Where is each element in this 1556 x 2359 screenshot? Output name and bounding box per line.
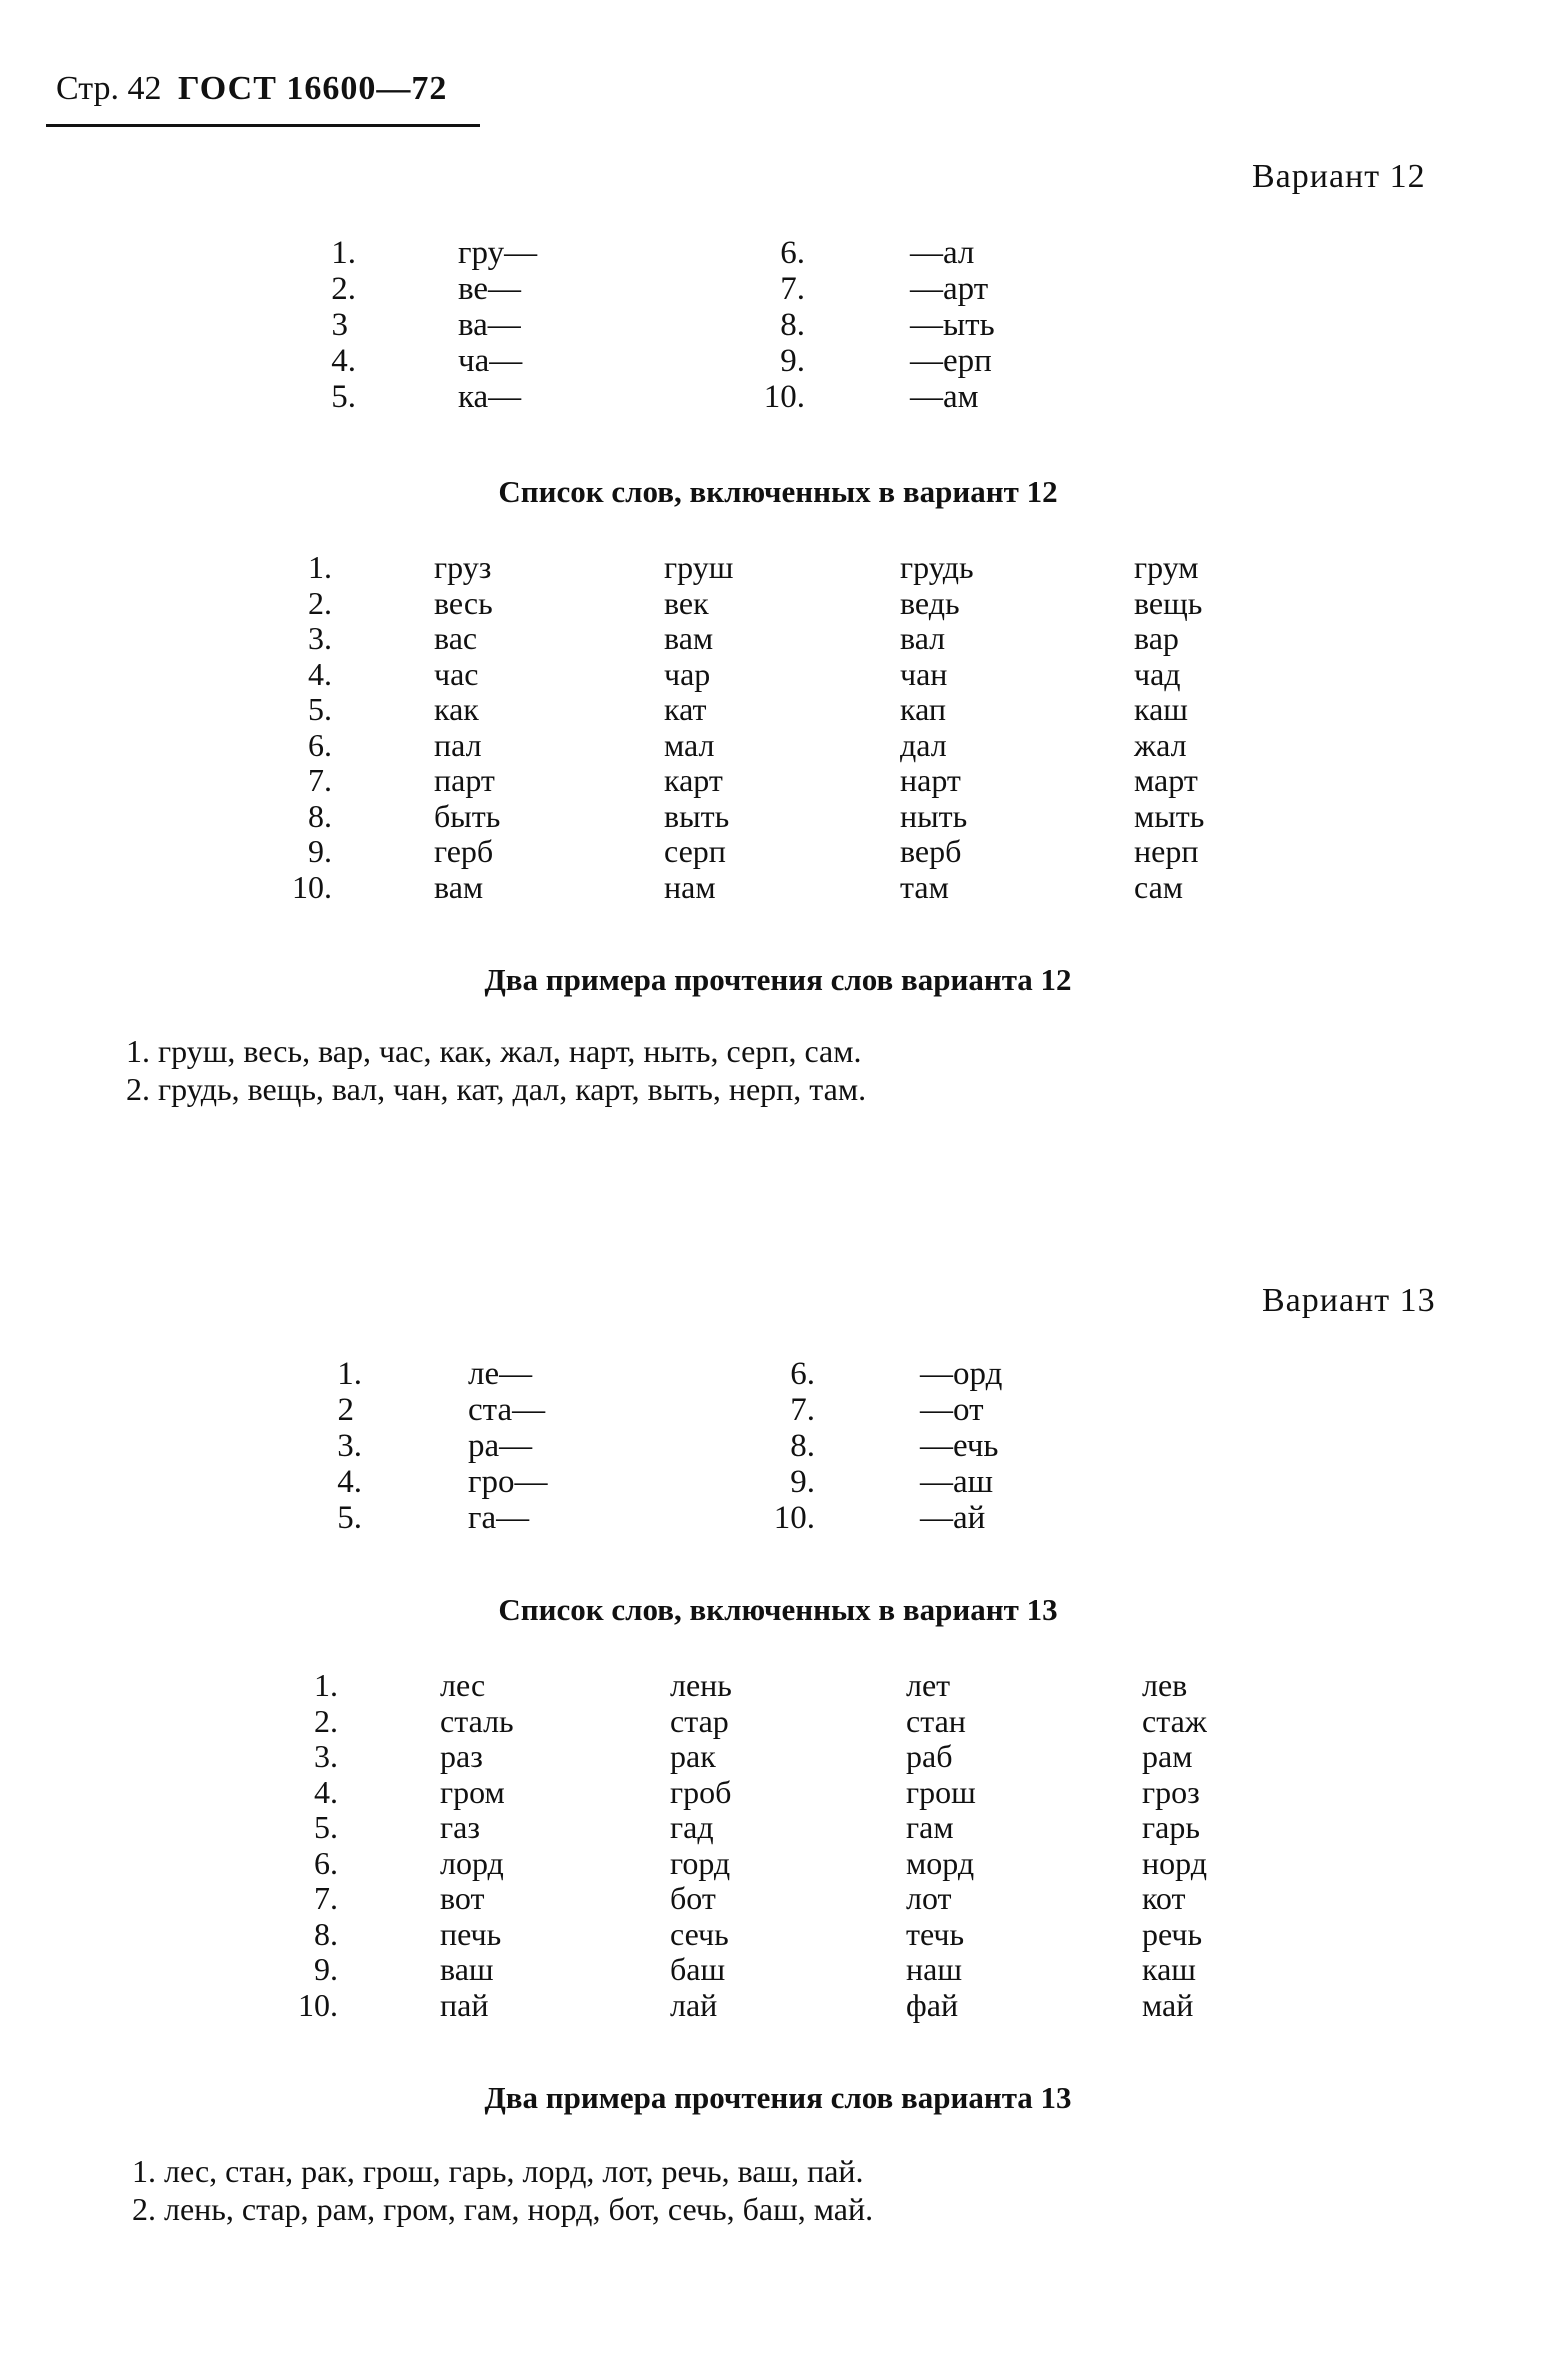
word-cell: мал xyxy=(664,726,715,763)
word-cell: вал xyxy=(900,620,946,656)
word-cell: течь xyxy=(906,1915,965,1952)
stem-number: 5. xyxy=(337,1500,362,1536)
word-cell: гарь xyxy=(1142,1809,1200,1845)
stem-suffix: —ал xyxy=(910,235,975,271)
stem-row xyxy=(0,1428,1556,1464)
word-cell: вам xyxy=(664,620,714,656)
standard-code: ГОСТ 16600—72 xyxy=(178,70,448,107)
example-line: 1. лес, стан, рак, грош, гарь, лорд, лот, речь, ваш, пай. xyxy=(132,2153,864,2189)
stem-suffix: —от xyxy=(920,1392,984,1428)
word-cell: стар xyxy=(670,1702,729,1739)
stem-number: 1. xyxy=(337,1356,362,1392)
stem-suffix: —ыть xyxy=(910,307,995,343)
word-cell: мыть xyxy=(1134,797,1205,834)
word-cell: грош xyxy=(906,1773,976,1810)
word-row xyxy=(0,1775,1556,1811)
row-number: 1. xyxy=(308,549,332,585)
word-cell: вар xyxy=(1134,620,1179,656)
word-cell: морд xyxy=(906,1844,975,1881)
word-cell: стан xyxy=(906,1702,966,1739)
word-row xyxy=(0,1917,1556,1953)
stem-number: 4. xyxy=(331,343,356,379)
word-cell: чад xyxy=(1134,655,1181,692)
stem-number: 8. xyxy=(790,1428,815,1464)
word-cell: герб xyxy=(434,833,494,869)
word-cell: вот xyxy=(440,1880,485,1916)
word-cell: лес xyxy=(440,1667,486,1703)
word-row xyxy=(0,1952,1556,1988)
stem-row xyxy=(0,235,1556,271)
stem-row xyxy=(0,379,1556,415)
word-cell: пал xyxy=(434,726,482,763)
word-cell: чар xyxy=(664,655,711,692)
word-cell: сечь xyxy=(670,1915,729,1952)
stem-row xyxy=(0,271,1556,307)
word-cell: стаж xyxy=(1142,1702,1207,1739)
stem-number: 10. xyxy=(773,1500,815,1536)
row-number: 3. xyxy=(308,620,332,656)
stem-row xyxy=(0,1500,1556,1536)
word-cell: сам xyxy=(1134,868,1184,905)
word-row xyxy=(0,834,1556,870)
stem-number: 7. xyxy=(780,271,805,307)
word-cell: вас xyxy=(434,620,478,656)
stem-number: 2 xyxy=(337,1392,354,1428)
variant-13-word-table xyxy=(0,1668,1556,2023)
row-number: 9. xyxy=(314,1951,338,1987)
word-row xyxy=(0,1810,1556,1846)
word-row xyxy=(0,1704,1556,1740)
variant-12-word-table xyxy=(0,550,1556,905)
stem-number: 4. xyxy=(337,1464,362,1500)
word-row xyxy=(0,799,1556,835)
stem-number: 5. xyxy=(331,379,356,415)
stem-prefix: ста— xyxy=(468,1392,546,1428)
word-cell: лень xyxy=(670,1667,732,1703)
row-number: 2. xyxy=(308,584,332,621)
word-cell: вещь xyxy=(1134,584,1203,621)
word-cell: гад xyxy=(670,1809,714,1845)
word-cell: выть xyxy=(664,797,730,834)
word-cell: чан xyxy=(900,655,948,692)
row-number: 2. xyxy=(314,1702,338,1739)
word-cell: карт xyxy=(664,762,723,798)
word-row xyxy=(0,728,1556,764)
word-cell: раз xyxy=(440,1738,483,1774)
stem-suffix: —ечь xyxy=(920,1428,999,1464)
stem-suffix: —арт xyxy=(910,271,989,307)
word-cell: бот xyxy=(670,1880,716,1916)
stem-number: 6. xyxy=(790,1356,815,1392)
word-cell: лет xyxy=(906,1667,951,1703)
word-row xyxy=(0,1881,1556,1917)
word-cell: гроб xyxy=(670,1773,732,1810)
stem-number: 7. xyxy=(790,1392,815,1428)
word-cell: кот xyxy=(1142,1880,1186,1916)
stem-number: 3. xyxy=(337,1428,362,1464)
variant-12-stems xyxy=(0,235,1556,415)
variant-12-label: Вариант 12 xyxy=(1252,158,1426,195)
row-number: 1. xyxy=(314,1667,338,1703)
stem-suffix: —орд xyxy=(920,1356,1003,1392)
word-cell: гроз xyxy=(1142,1773,1200,1810)
stem-prefix: ва— xyxy=(458,307,521,343)
row-number: 8. xyxy=(314,1915,338,1952)
page-number: Стр. 42 xyxy=(56,70,162,107)
word-row xyxy=(0,1668,1556,1704)
word-cell: груш xyxy=(664,549,734,585)
word-cell: кап xyxy=(900,691,946,727)
row-number: 5. xyxy=(308,691,332,727)
word-cell: груз xyxy=(434,549,492,585)
word-row xyxy=(0,586,1556,622)
word-cell: сталь xyxy=(440,1702,514,1739)
word-cell: час xyxy=(434,655,479,692)
word-cell: ваш xyxy=(440,1951,494,1987)
word-cell: как xyxy=(434,691,479,727)
stem-prefix: ве— xyxy=(458,271,522,307)
word-cell: нерп xyxy=(1134,833,1199,869)
stem-number: 3 xyxy=(331,307,348,343)
word-cell: фай xyxy=(906,1986,959,2023)
stem-suffix: —ерп xyxy=(910,343,992,379)
variant-13-examples-title: Два примера прочтения слов варианта 13 xyxy=(484,2080,1072,2115)
word-cell: жал xyxy=(1134,726,1187,763)
row-number: 5. xyxy=(314,1809,338,1845)
row-number: 4. xyxy=(308,655,332,692)
word-cell: серп xyxy=(664,833,726,869)
word-cell: наш xyxy=(906,1951,962,1987)
stem-prefix: гро— xyxy=(468,1464,548,1500)
word-row xyxy=(0,763,1556,799)
example-line: 2. лень, стар, рам, гром, гам, норд, бот, сечь, баш, май. xyxy=(132,2191,874,2227)
word-cell: гам xyxy=(906,1809,954,1845)
word-row xyxy=(0,692,1556,728)
word-cell: парт xyxy=(434,762,495,798)
stem-number: 8. xyxy=(780,307,805,343)
row-number: 10. xyxy=(292,868,332,905)
variant-13-label: Вариант 13 xyxy=(1262,1282,1436,1319)
stem-row xyxy=(0,1356,1556,1392)
stem-prefix: ра— xyxy=(468,1428,533,1464)
word-cell: ныть xyxy=(900,797,968,834)
stem-prefix: ча— xyxy=(458,343,523,379)
word-cell: верб xyxy=(900,833,962,869)
word-cell: ведь xyxy=(900,584,960,621)
word-cell: газ xyxy=(440,1809,480,1845)
variant-13-stems xyxy=(0,1356,1556,1536)
word-row xyxy=(0,1739,1556,1775)
stem-prefix: ка— xyxy=(458,379,522,415)
word-cell: печь xyxy=(440,1915,502,1952)
stem-row xyxy=(0,1392,1556,1428)
stem-prefix: гру— xyxy=(458,235,538,271)
variant-12-list-title: Список слов, включенных в вариант 12 xyxy=(498,474,1058,509)
stem-prefix: ле— xyxy=(468,1356,533,1392)
word-row xyxy=(0,1988,1556,2024)
word-cell: нам xyxy=(664,868,716,905)
variant-13-list-title: Список слов, включенных в вариант 13 xyxy=(498,1592,1058,1627)
word-cell: лорд xyxy=(440,1844,504,1881)
word-cell: весь xyxy=(434,584,493,621)
row-number: 9. xyxy=(308,833,332,869)
row-number: 3. xyxy=(314,1738,338,1774)
page-header xyxy=(56,70,447,108)
word-cell: нарт xyxy=(900,762,961,798)
word-cell: рам xyxy=(1142,1738,1193,1774)
word-cell: кат xyxy=(664,691,707,727)
word-cell: норд xyxy=(1142,1844,1207,1881)
row-number: 7. xyxy=(314,1880,338,1916)
word-cell: раб xyxy=(906,1738,953,1774)
word-cell: каш xyxy=(1134,691,1188,727)
stem-row xyxy=(0,307,1556,343)
stem-suffix: —ам xyxy=(910,379,979,415)
example-line: 2. грудь, вещь, вал, чан, кат, дал, карт, выть, нерп, там. xyxy=(126,1071,867,1107)
stem-prefix: га— xyxy=(468,1500,530,1536)
word-cell: грум xyxy=(1134,549,1199,585)
word-cell: лай xyxy=(670,1986,718,2023)
word-cell: лот xyxy=(906,1880,952,1916)
word-cell: лев xyxy=(1142,1667,1188,1703)
word-row xyxy=(0,550,1556,586)
row-number: 10. xyxy=(298,1986,338,2023)
word-cell: март xyxy=(1134,762,1198,798)
word-cell: рак xyxy=(670,1738,716,1774)
row-number: 6. xyxy=(308,726,332,763)
variant-12-examples xyxy=(126,1032,866,1108)
word-cell: грудь xyxy=(900,549,974,585)
stem-number: 6. xyxy=(780,235,805,271)
word-cell: май xyxy=(1142,1986,1194,2023)
word-row xyxy=(0,621,1556,657)
word-cell: век xyxy=(664,584,709,621)
stem-number: 1. xyxy=(331,235,356,271)
stem-suffix: —ай xyxy=(920,1500,986,1536)
row-number: 4. xyxy=(314,1773,338,1810)
stem-row xyxy=(0,1464,1556,1500)
word-cell: горд xyxy=(670,1844,731,1881)
stem-suffix: —аш xyxy=(920,1464,994,1500)
stem-number: 9. xyxy=(790,1464,815,1500)
header-rule xyxy=(46,124,480,127)
variant-12-examples-title: Два примера прочтения слов варианта 12 xyxy=(484,962,1072,997)
word-cell: дал xyxy=(900,726,947,763)
word-cell: там xyxy=(900,868,949,905)
word-cell: баш xyxy=(670,1951,726,1987)
word-cell: вам xyxy=(434,868,484,905)
word-cell: быть xyxy=(434,797,501,834)
word-row xyxy=(0,1846,1556,1882)
word-cell: речь xyxy=(1142,1915,1203,1952)
word-row xyxy=(0,870,1556,906)
row-number: 7. xyxy=(308,762,332,798)
stem-row xyxy=(0,343,1556,379)
example-line: 1. груш, весь, вар, час, как, жал, нарт, ныть, серп, сам. xyxy=(126,1033,862,1069)
row-number: 8. xyxy=(308,797,332,834)
variant-13-examples xyxy=(132,2152,873,2228)
word-cell: гром xyxy=(440,1773,505,1810)
stem-number: 2. xyxy=(331,271,356,307)
word-row xyxy=(0,657,1556,693)
word-cell: каш xyxy=(1142,1951,1196,1987)
row-number: 6. xyxy=(314,1844,338,1881)
word-cell: пай xyxy=(440,1986,489,2023)
stem-number: 10. xyxy=(763,379,805,415)
stem-number: 9. xyxy=(780,343,805,379)
